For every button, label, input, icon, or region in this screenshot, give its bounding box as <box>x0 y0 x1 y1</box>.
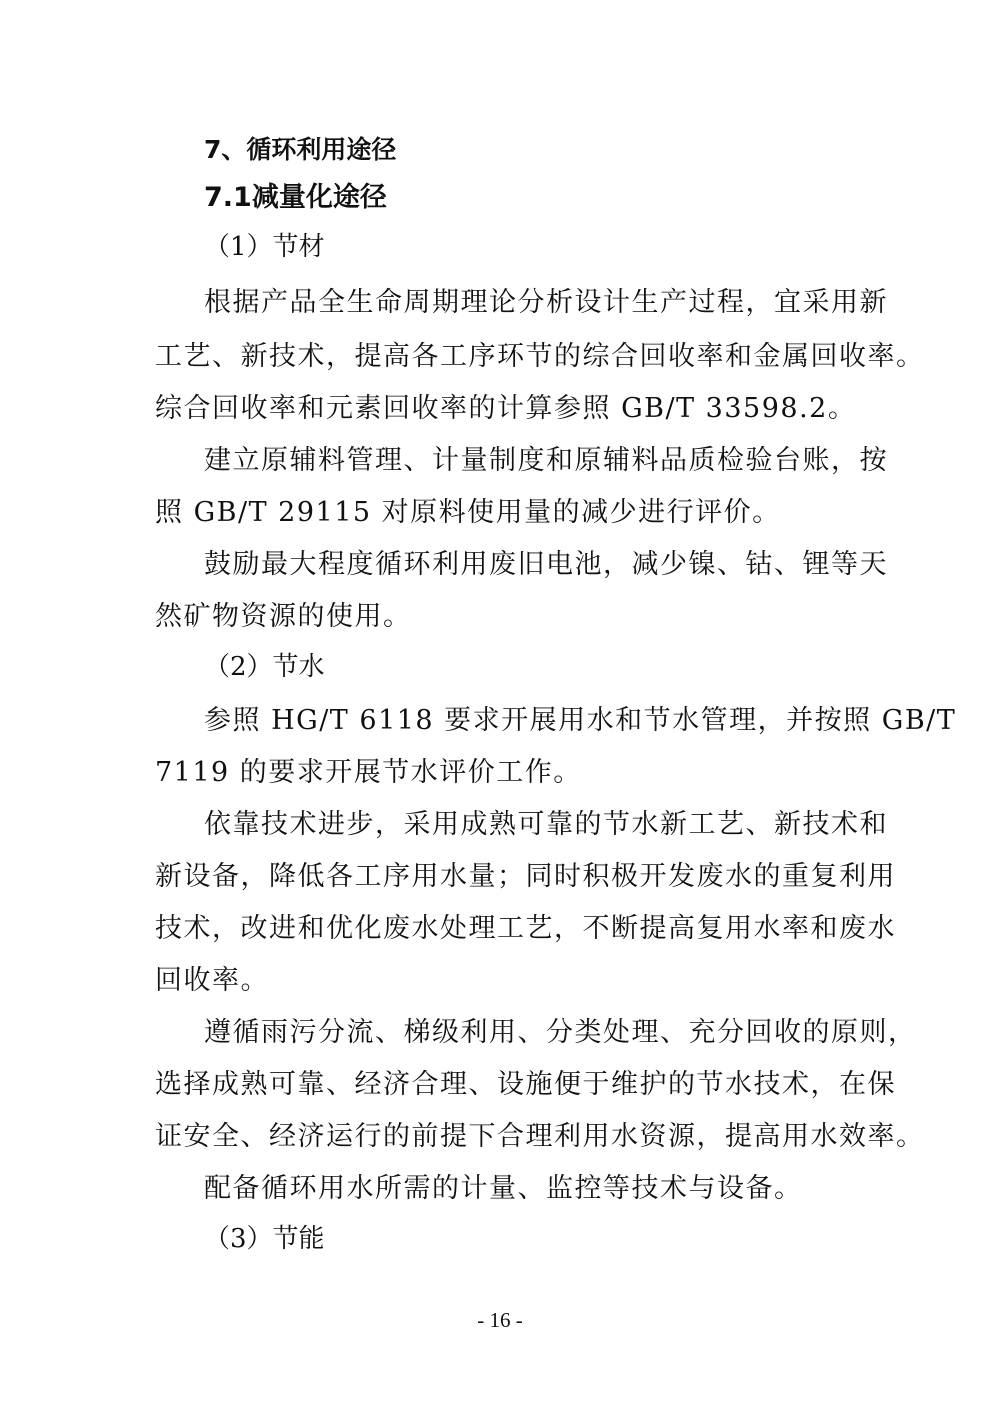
paragraph-line: 选择成熟可靠、经济合理、设施便于维护的节水技术，在保 <box>155 1069 896 1100</box>
paragraph-line: 7119 的要求开展节水评价工作。 <box>155 757 582 788</box>
item-heading-energy: （3）节能 <box>204 1224 325 1254</box>
paragraph-line: 然矿物资源的使用。 <box>155 601 412 632</box>
paragraph-line: 配备循环用水所需的计量、监控等技术与设备。 <box>204 1173 803 1204</box>
paragraph-line: 遵循雨污分流、梯级利用、分类处理、充分回收的原则， <box>204 1017 917 1048</box>
paragraph-line: 回收率。 <box>155 965 269 996</box>
paragraph-line: 证安全、经济运行的前提下合理利用水资源，提高用水效率。 <box>155 1121 925 1152</box>
paragraph-line: 依靠技术进步，采用成熟可靠的节水新工艺、新技术和 <box>204 809 888 840</box>
paragraph-line: 新设备，降低各工序用水量；同时积极开发废水的重复利用 <box>155 861 896 892</box>
section-heading: 7、循环利用途径 <box>204 135 397 164</box>
paragraph-line: 建立原辅料管理、计量制度和原辅料品质检验台账，按 <box>204 445 888 476</box>
paragraph-line: 根据产品全生命周期理论分析设计生产过程，宜采用新 <box>204 287 888 318</box>
paragraph-line: 综合回收率和元素回收率的计算参照 GB/T 33598.2。 <box>155 393 857 424</box>
subsection-heading: 7.1减量化途径 <box>204 182 387 213</box>
item-heading-material: （1）节材 <box>204 232 325 262</box>
paragraph-line: 工艺、新技术，提高各工序环节的综合回收率和金属回收率。 <box>155 341 925 372</box>
paragraph-line: 照 GB/T 29115 对原料使用量的减少进行评价。 <box>155 497 781 528</box>
page-number: - 16 - <box>477 1308 523 1332</box>
paragraph-line: 技术，改进和优化废水处理工艺，不断提高复用水率和废水 <box>155 913 896 944</box>
paragraph-line: 参照 HG/T 6118 要求开展用水和节水管理，并按照 GB/T <box>204 705 957 736</box>
item-heading-water: （2）节水 <box>204 652 325 682</box>
paragraph-line: 鼓励最大程度循环利用废旧电池，减少镍、钴、锂等天 <box>204 549 888 580</box>
